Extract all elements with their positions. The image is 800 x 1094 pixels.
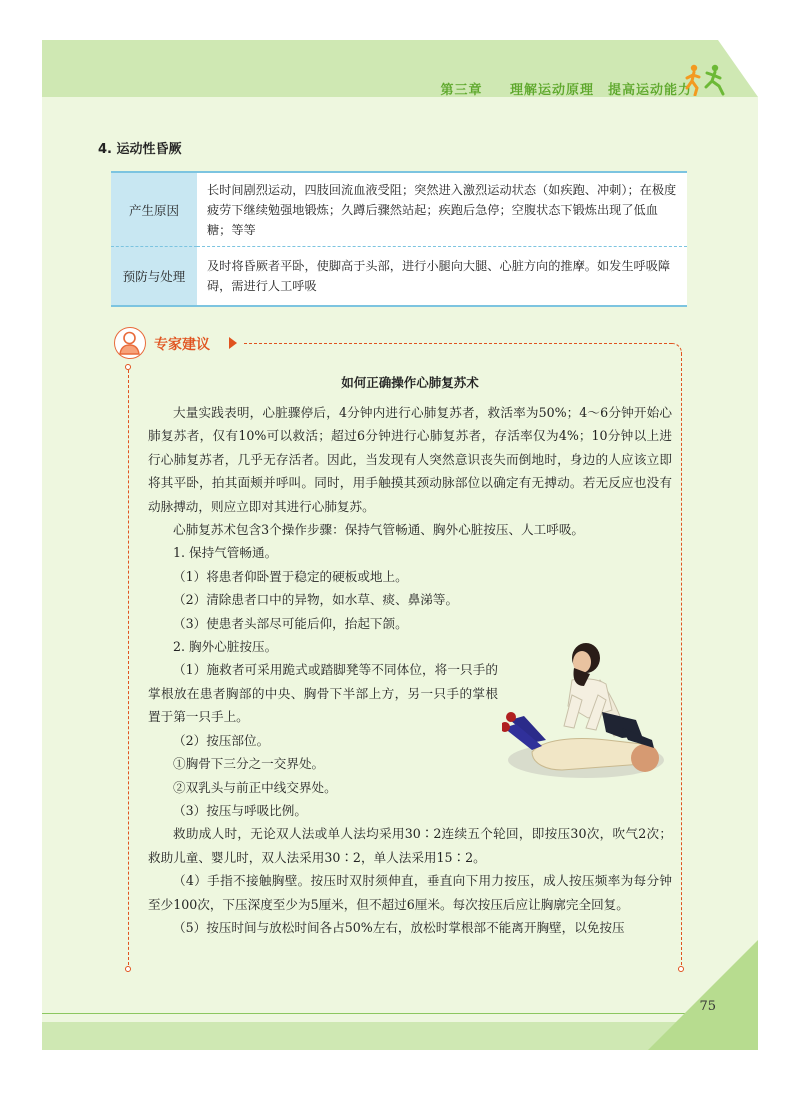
chapter-title: 理解运动原理 提高运动能力 <box>509 83 692 98</box>
row-text-cause: 长时间剧烈运动，四肢回流血液受阻；突然进入激烈运动状态（如疾跑、冲刺）；在极度疲劳下继续勉强地锻炼；久蹲后骤然站起；疾跑后急停；空腹状态下锻炼出现了低血糖；等等 <box>197 172 687 247</box>
paragraph: ①胸骨下三分之一交界处。 <box>173 756 325 772</box>
paragraph: 心肺复苏术包含3个操作步骤：保持气管畅通、胸外心脏按压、人工呼吸。 <box>173 522 585 538</box>
paragraph: 救助成人时，无论双人法或单人法均采用30∶2连续五个轮回，即按压30次，吹气2次；救助儿童、婴儿时，双人法采用30∶2，单人法采用15∶2。 <box>148 826 672 865</box>
paragraph: （3）使患者头部尽可能后仰，抬起下颌。 <box>173 615 408 631</box>
paragraph: 大量实践表明，心脏骤停后，4分钟内进行心肺复苏者，救活率为50%；4～6分钟开始心肺复苏者，仅有10%可以救活；超过6分钟进行心肺复苏者，存活率仅为4%；10分钟以上进行心肺复苏者，几乎无存活者。因此，当发现有人突然意识丧失而倒地时，身边的人应该立即将其平卧，拍其面颊并呼叫。同时，用手触摸其颈动脉部位以确定有无搏动。若无反应也没有动脉搏动，则应立即对其进行心肺复苏。 <box>148 405 672 514</box>
expert-arrow-icon <box>229 337 237 349</box>
paragraph: 2. 胸外心脏按压。 <box>173 639 278 655</box>
row-label-cause: 产生原因 <box>111 172 197 247</box>
row-text-prevention: 及时将昏厥者平卧，使脚高于头部，进行小腿向大腿、心脏方向的推摩。如发生呼吸障碍，需进行人工呼吸 <box>197 247 687 307</box>
running-header <box>432 79 692 98</box>
paragraph: （3）按压与呼吸比例。 <box>173 802 307 818</box>
runner-icon <box>682 64 730 96</box>
paragraph: 1. 保持气管畅通。 <box>173 545 278 561</box>
paragraph: （2）清除患者口中的异物，如水草、痰、鼻涕等。 <box>173 592 459 608</box>
table-row <box>111 172 687 247</box>
box-border-top <box>244 343 672 344</box>
table-row <box>111 247 687 307</box>
paragraph: （5）按压时间与放松时间各占50%左右，放松时掌根部不能离开胸壁，以免按压 <box>173 919 625 935</box>
paragraph: （1）施救者可采用跪式或踏脚凳等不同体位，将一只手的掌根放在患者胸部的中央、胸骨下半部上方，另一只手的掌根置于第一只手上。 <box>148 662 498 725</box>
paragraph: （1）将患者仰卧置于稳定的硬板或地上。 <box>173 568 408 584</box>
box-border-left <box>128 370 129 970</box>
article-title: 如何正确操作心肺复苏术 <box>341 375 479 390</box>
border-dot-icon <box>125 364 131 370</box>
border-dot-icon <box>678 966 684 972</box>
row-label-prevention: 预防与处理 <box>111 247 197 307</box>
expert-avatar-icon <box>114 327 146 359</box>
expert-advice-label: 专家建议 <box>154 337 210 353</box>
fainting-table <box>111 171 687 307</box>
paragraph: （2）按压部位。 <box>173 732 270 748</box>
paragraph: （4）手指不接触胸壁。按压时双肘须伸直，垂直向下用力按压，成人按压频率为每分钟至少100次，下压深度至少为5厘米，但不超过6厘米。每次按压后应让胸廓完全回复。 <box>148 873 672 912</box>
box-border-right <box>681 353 682 970</box>
cpr-illustration <box>502 640 666 790</box>
section-title: 4. 运动性昏厥 <box>98 142 182 157</box>
border-dot-icon <box>125 966 131 972</box>
page-number: 75 <box>699 999 716 1014</box>
paragraph: ②双乳头与前正中线交界处。 <box>173 779 337 795</box>
footer-corner <box>648 940 758 1050</box>
chapter-number: 第三章 <box>440 83 483 98</box>
